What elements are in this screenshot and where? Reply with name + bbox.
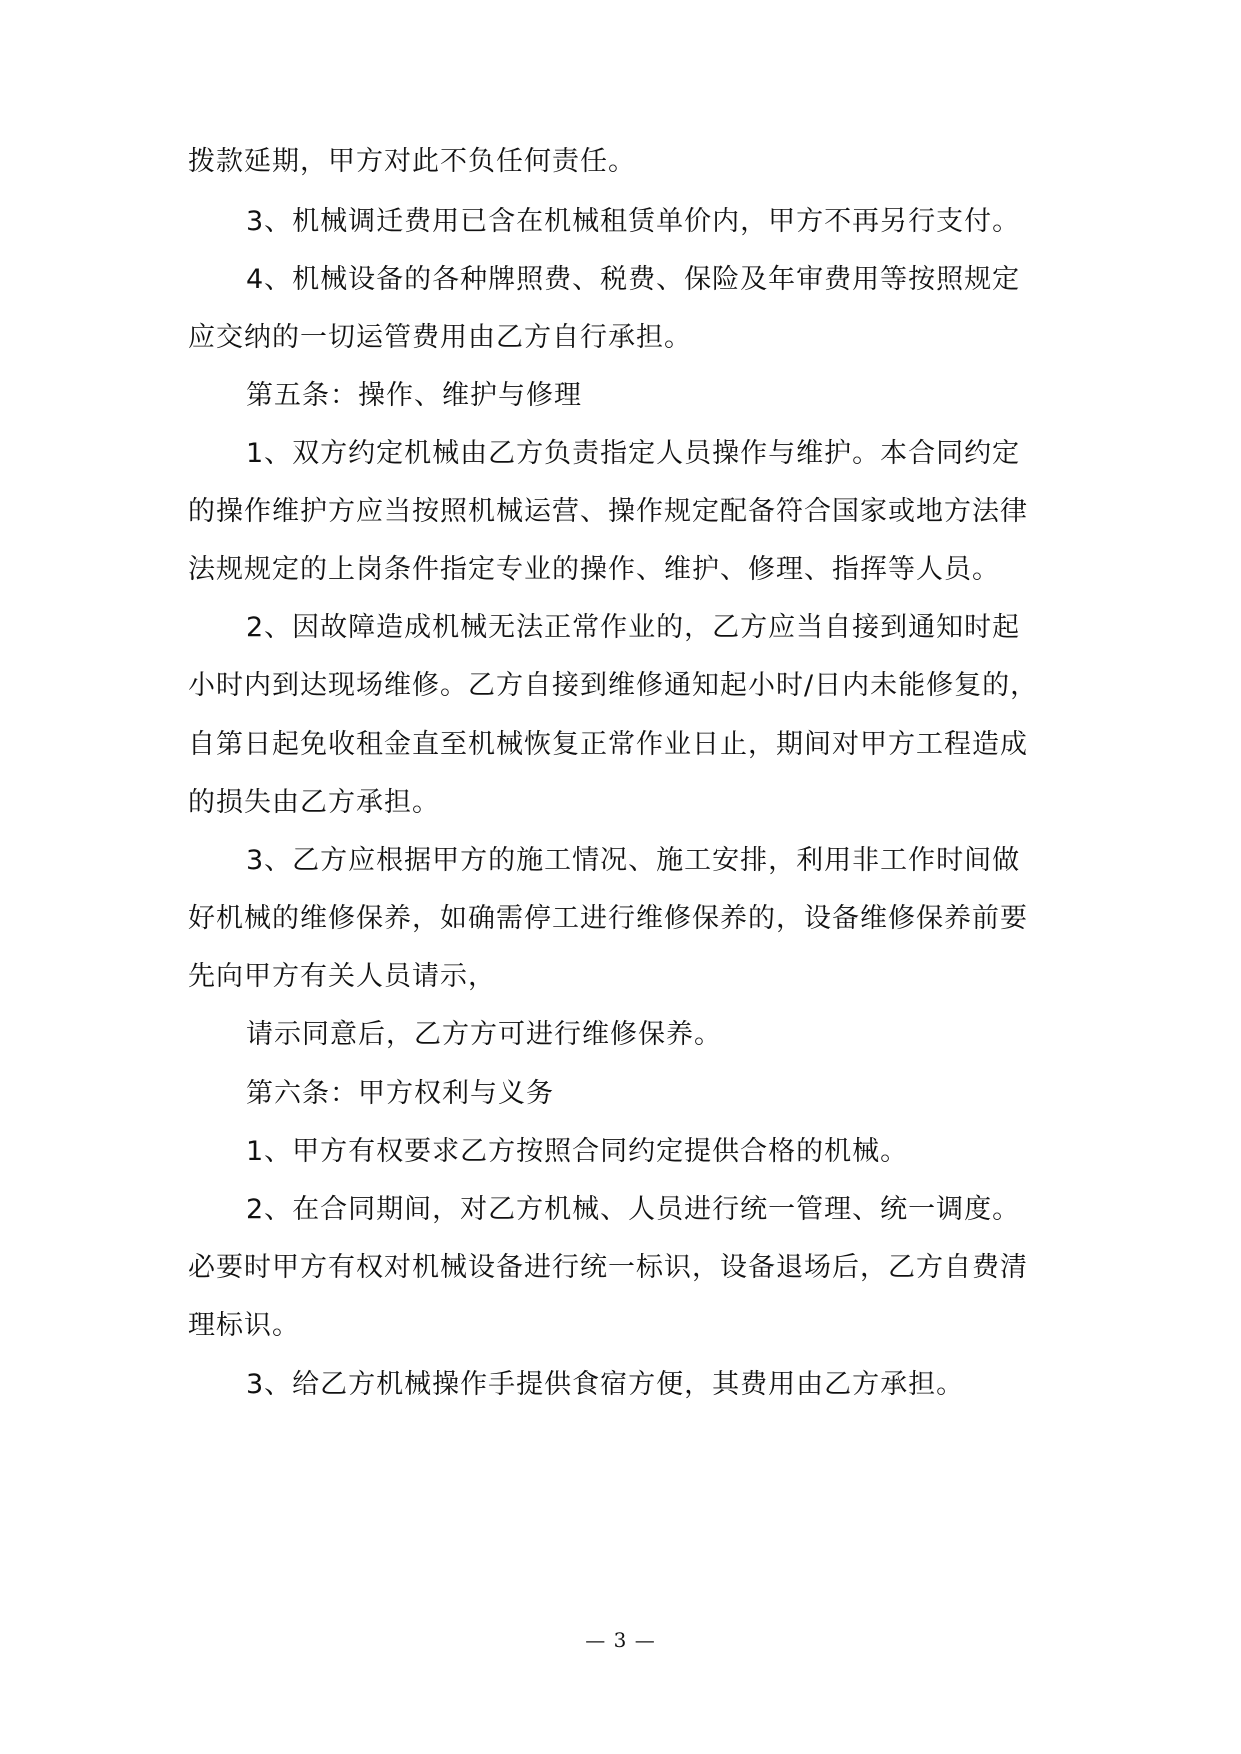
text-line: 理标识。 <box>188 1310 300 1341</box>
section-heading: 第六条：甲方权利与义务 <box>246 1078 554 1109</box>
section-heading: 第五条：操作、维护与修理 <box>246 380 582 411</box>
text-line: 小时内到达现场维修。乙方自接到维修通知起小时/日内未能修复的， <box>188 670 1039 701</box>
text-line: 应交纳的一切运管费用由乙方自行承担。 <box>188 322 692 353</box>
text-line: 2、因故障造成机械无法正常作业的，乙方应当自接到通知时起 <box>246 612 1021 643</box>
text-line: 先向甲方有关人员请示， <box>188 961 496 992</box>
text-line: 3、给乙方机械操作手提供食宿方便，其费用由乙方承担。 <box>246 1369 965 1400</box>
text-line: 1、甲方有权要求乙方按照合同约定提供合格的机械。 <box>246 1136 909 1167</box>
text-line: 的损失由乙方承担。 <box>188 787 440 818</box>
text-line: 法规规定的上岗条件指定专业的操作、维护、修理、指挥等人员。 <box>188 554 1000 585</box>
text-line: 拨款延期，甲方对此不负任何责任。 <box>188 146 636 177</box>
text-line: 自第日起免收租金直至机械恢复正常作业日止，期间对甲方工程造成 <box>188 729 1028 760</box>
text-line: 的操作维护方应当按照机械运营、操作规定配备符合国家或地方法律 <box>188 496 1028 527</box>
page-number: — 3 — <box>585 1628 656 1652</box>
text-line: 4、机械设备的各种牌照费、税费、保险及年审费用等按照规定 <box>246 264 1021 295</box>
text-line: 请示同意后，乙方方可进行维修保养。 <box>246 1019 722 1050</box>
text-line: 2、在合同期间，对乙方机械、人员进行统一管理、统一调度。 <box>246 1194 1021 1225</box>
text-line: 好机械的维修保养，如确需停工进行维修保养的，设备维修保养前要 <box>188 903 1028 934</box>
text-line: 1、双方约定机械由乙方负责指定人员操作与维护。本合同约定 <box>246 438 1021 469</box>
text-line: 3、机械调迁费用已含在机械租赁单价内，甲方不再另行支付。 <box>246 206 1021 237</box>
text-line: 3、乙方应根据甲方的施工情况、施工安排，利用非工作时间做 <box>246 845 1021 876</box>
text-line: 必要时甲方有权对机械设备进行统一标识，设备退场后，乙方自费清 <box>188 1252 1028 1283</box>
